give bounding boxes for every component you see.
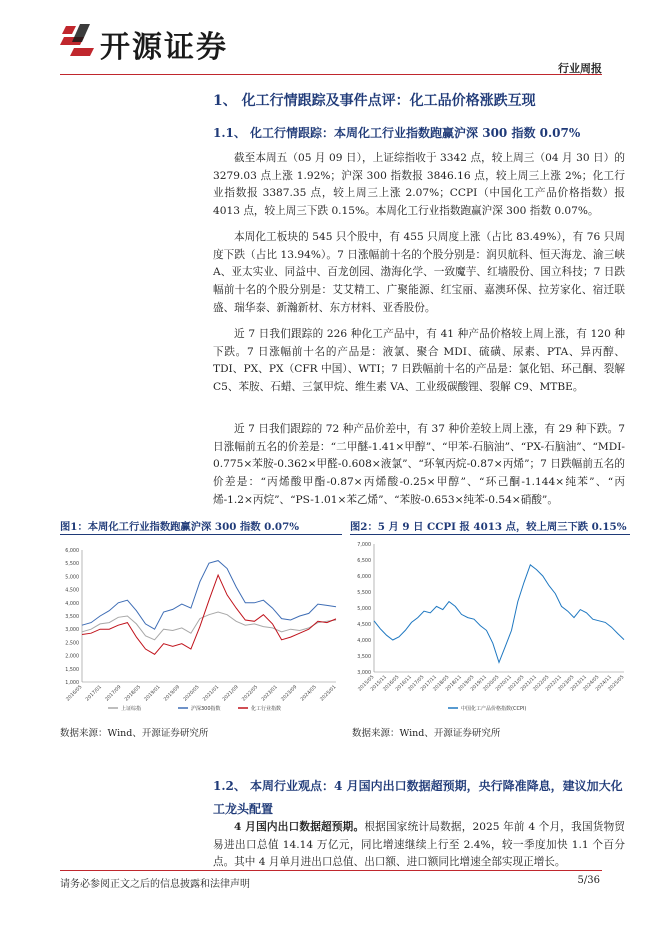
x-tick-label: 2021/05 — [507, 674, 526, 693]
footer-rule — [60, 870, 602, 871]
legend-label-0: 中国化工产品价格指数(CCPI) — [461, 706, 527, 712]
y-tick-label: 6,000 — [357, 575, 371, 580]
x-tick-label: 2025/01 — [319, 684, 338, 703]
x-tick-label: 2020/05 — [482, 674, 501, 693]
figure-2-rule — [350, 534, 630, 535]
series-line-0 — [374, 565, 624, 663]
x-tick-label: 2025/05 — [607, 674, 626, 693]
y-tick-label: 1,000 — [65, 681, 79, 686]
x-tick-label: 2019/11 — [470, 674, 488, 693]
y-tick-label: 5,000 — [65, 575, 79, 581]
x-tick-label: 2017/09 — [104, 684, 123, 703]
x-tick-label: 2022/11 — [545, 674, 563, 693]
y-tick-label: 2,500 — [65, 641, 79, 647]
paragraph-export-text: 根据国家统计局数据，2025 年前 4 个月，我国货物贸易进出口总值 14.14 万亿元，同比增速继续上行至 2.4%，较一季度加快 1.1 个百分点。其中 4 月单月进出口总值、出口额、进口额同比增速全部实现正增长。 — [213, 821, 625, 869]
legend-label-0: 上证综指 — [121, 706, 142, 712]
x-tick-label: 2017/05 — [407, 674, 426, 693]
y-tick-label: 6,500 — [357, 559, 371, 564]
x-tick-label: 2021/11 — [520, 674, 538, 693]
x-tick-label: 2021/01 — [202, 684, 221, 703]
x-tick-label: 2016/11 — [395, 674, 413, 693]
page-number: 5/36 — [577, 875, 600, 886]
x-tick-label: 2018/05 — [124, 684, 143, 703]
y-tick-label: 3,000 — [357, 671, 371, 676]
series-line-1 — [82, 561, 336, 630]
y-tick-label: 3,500 — [65, 615, 79, 620]
x-tick-label: 2018/05 — [432, 674, 451, 693]
header-rule — [60, 74, 602, 75]
report-type: 行业周报 — [558, 62, 602, 75]
x-tick-label: 2015/05 — [357, 674, 376, 693]
x-tick-label: 2021/09 — [222, 684, 240, 703]
company-name: 开源证券 — [100, 30, 228, 65]
company-logo — [60, 20, 100, 62]
figure-1-line-chart — [60, 540, 342, 716]
y-tick-label: 4,500 — [357, 623, 371, 628]
x-tick-label: 2024/11 — [595, 674, 613, 693]
x-tick-label: 2022/05 — [241, 684, 260, 703]
paragraph-export-data — [213, 819, 625, 872]
legend-label-1: 沪深300指数 — [191, 706, 221, 712]
paragraph-product-prices: 近 7 日我们跟踪的 226 种化工产品中，有 41 种产品价格较上周上涨，有 120 种下跌。7 日涨幅前十名的产品是：液氯、聚合 MDI、硫磺、尿素、PTA、异丙醇、TDI、PX、PX（CFR 中国）、WTI；7 日跌幅前十名的产品是：氯化铝、环己酮、裂解 C5、苯胺、石蜡、三氯甲烷、维生素 VA、工业级碳酸锂、裂解 C9、MTBE。 — [213, 328, 625, 394]
x-tick-label: 2024/05 — [582, 674, 601, 693]
y-tick-label: 3,000 — [65, 628, 79, 634]
y-tick-label: 4,000 — [357, 639, 371, 644]
section-1-2-heading: 1.2、 本周行业观点：4 月国内出口数据超预期，央行降准降息，建议加大化工龙头配置 — [213, 779, 623, 816]
series-line-0 — [82, 612, 336, 640]
y-tick-label: 5,500 — [357, 591, 371, 596]
x-tick-label: 2020/11 — [495, 674, 513, 693]
x-tick-label: 2023/09 — [280, 684, 299, 703]
x-tick-label: 2017/01 — [85, 684, 103, 703]
figure-2-line-chart — [350, 540, 630, 716]
figure-1-source: 数据来源：Wind、开源证券研究所 — [60, 728, 209, 739]
figure-1-rule — [60, 534, 342, 535]
x-tick-label: 2024/05 — [300, 684, 318, 703]
figure-2-title: 图2：5 月 9 日 CCPI 报 4013 点，较上周三下跌 0.15% — [350, 521, 627, 533]
paragraph-lead: 4 月国内出口数据超预期。 — [234, 821, 365, 833]
y-tick-label: 1,500 — [65, 667, 79, 673]
paragraph-market-summary: 截至本周五（05 月 09 日），上证综指收于 3342 点，较上周三（04 月 30 日）的 3279.03 点上涨 1.92%；沪深 300 指数报 3846.16 点，较上周三上涨 2%；化工行业指数报 3387.35 点，较上周三上涨 2.07%；CCPI（中国化工产品价格指数）报 4013 点，较上周三下跌 0.15%。本周化工行业指数跑赢沪深 300 指数 0.07%。 — [213, 152, 625, 218]
x-tick-label: 2020/05 — [183, 684, 201, 703]
y-tick-label: 5,000 — [357, 607, 371, 612]
y-tick-label: 3,500 — [357, 655, 371, 660]
x-tick-label: 2023/05 — [557, 674, 576, 693]
x-tick-label: 2015/11 — [370, 674, 388, 693]
x-tick-label: 2022/05 — [532, 674, 551, 693]
section-1-1-heading: 1.1、 化工行情跟踪：本周化工行业指数跑赢沪深 300 指数 0.07% — [213, 126, 581, 140]
legend-label-2: 化工行业指数 — [251, 706, 282, 712]
y-tick-label: 5,500 — [65, 562, 79, 568]
x-tick-label: 2016/05 — [382, 674, 401, 693]
x-tick-label: 2019/01 — [143, 684, 162, 703]
x-tick-label: 2016/05 — [65, 684, 84, 703]
x-tick-label: 2018/11 — [445, 674, 463, 693]
y-tick-label: 4,000 — [65, 601, 79, 607]
footer-disclaimer: 请务必参阅正文之后的信息披露和法律声明 — [60, 879, 250, 890]
y-tick-label: 7,000 — [357, 543, 371, 548]
paragraph-price-spreads: 近 7 日我们跟踪的 72 种产品价差中，有 37 种价差较上周上涨，有 29 种下跌。7 日涨幅前五名的价差是：“二甲醚-1.41×甲醇”、“甲苯-石脑油”、“PX-石脑油”、“MDI-0.775×苯胺-0.362×甲醛-0.608×液氯”、“环氧丙烷-0.87×丙烯”；7 日跌幅前五名的价差是：“丙烯酸甲酯-0.87×丙烯酸-0.25×甲醇”、“环己酮-1.144×纯苯”、“丙烯-1.2×丙烷”、“PS-1.01×苯乙烯”、“苯胺-0.653×纯苯-0.54×硝酸”。 — [213, 423, 625, 506]
figure-2-source: 数据来源：Wind、开源证券研究所 — [352, 728, 501, 739]
y-tick-label: 4,500 — [65, 588, 79, 594]
x-tick-label: 2019/05 — [457, 674, 476, 693]
x-tick-label: 2017/11 — [420, 674, 438, 693]
section-1-heading: 1、 化工行情跟踪及事件点评：化工品价格涨跌互现 — [213, 93, 536, 109]
y-tick-label: 6,000 — [65, 549, 79, 554]
paragraph-stock-movers: 本周化工板块的 545 只个股中，有 455 只周度上涨（占比 83.49%），有 76 只周度下跌（占比 13.94%）。7 日涨幅前十名的个股分别是：润贝航科、恒天海龙、渝三峡 A、亚太实业、同益中、百龙创园、渤海化学、一致魔芋、红墙股份、国立科技；7 日跌幅前十名的个股分别是：艾艾精工、广聚能源、红宝丽、嘉澳环保、拉芳家化、宿迁联盛、瑞华泰、新瀚新材、东方材料、亚香股份。 — [213, 231, 625, 314]
x-tick-label: 2023/01 — [261, 684, 279, 703]
y-tick-label: 2,000 — [65, 654, 79, 660]
x-tick-label: 2023/11 — [570, 674, 588, 693]
figure-1-title: 图1：本周化工行业指数跑赢沪深 300 指数 0.07% — [60, 521, 300, 533]
x-tick-label: 2019/09 — [163, 684, 182, 703]
